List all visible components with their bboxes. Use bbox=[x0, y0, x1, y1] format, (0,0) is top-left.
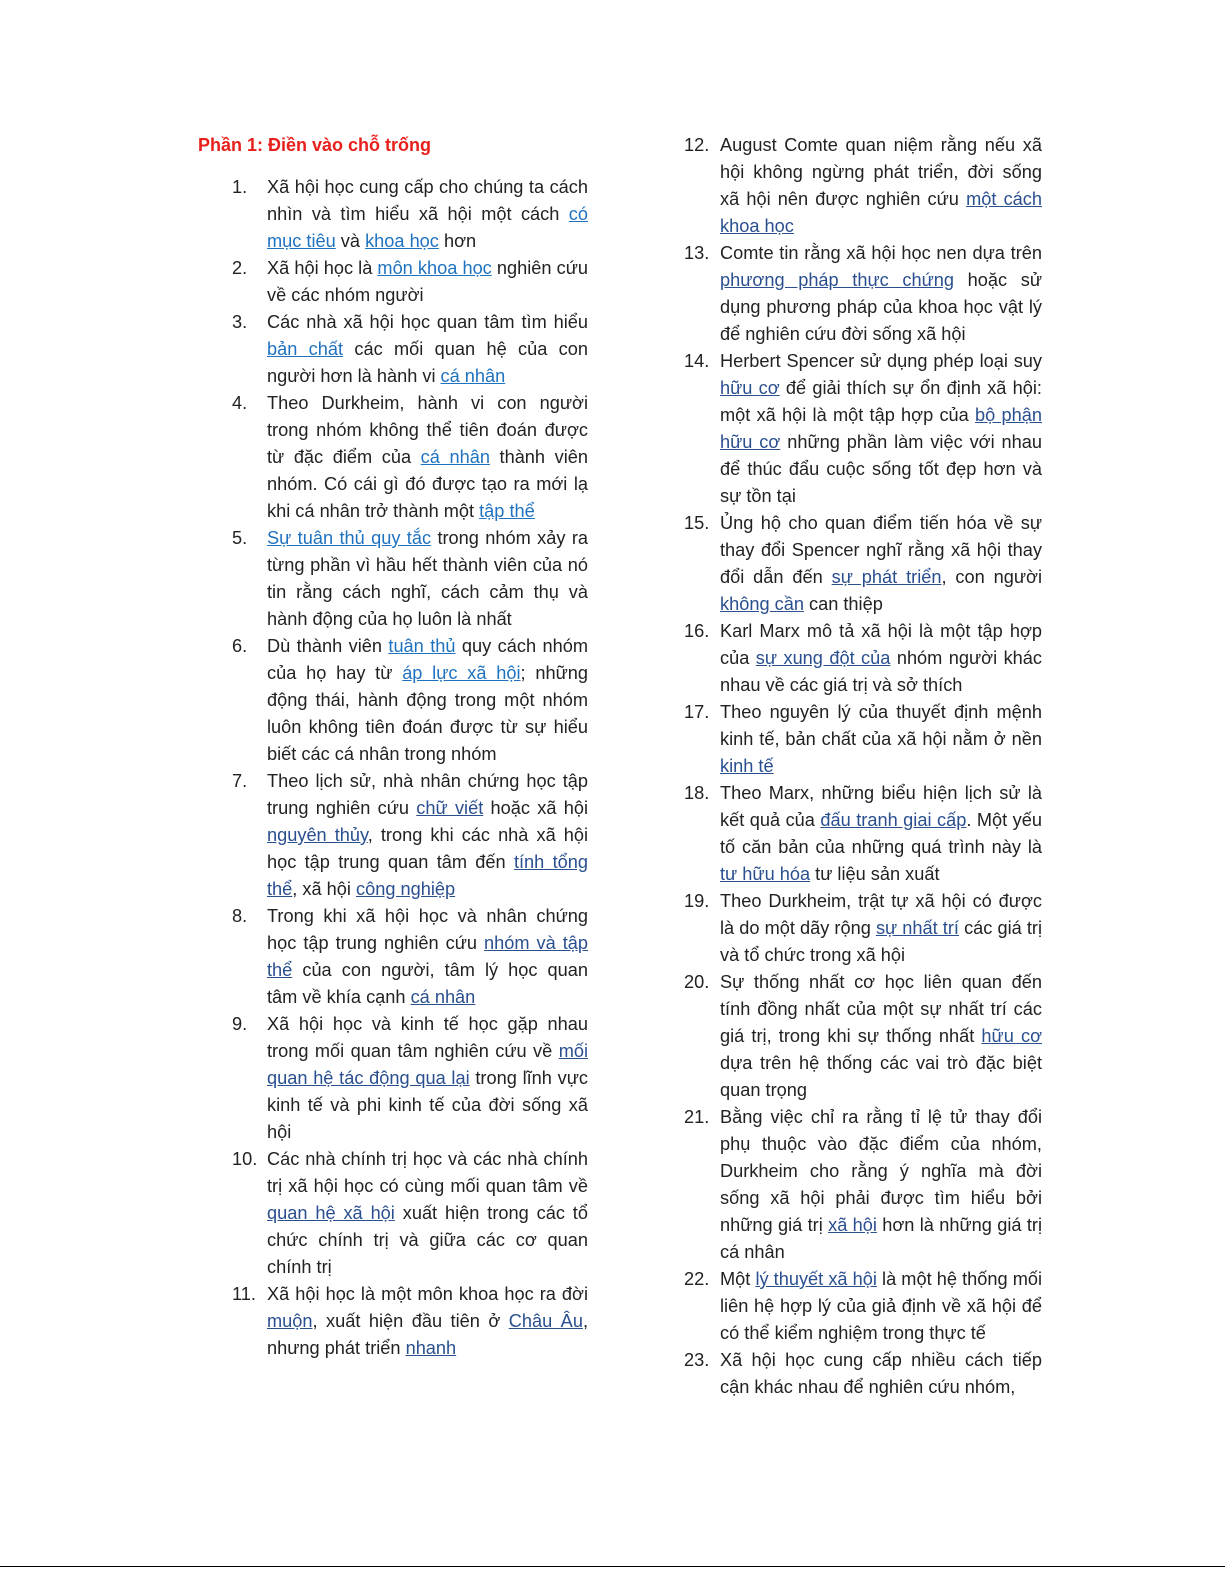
list-item bbox=[198, 525, 588, 633]
item-text: , trong khi các nhà xã hội học tập trung quan tâm đến bbox=[267, 825, 589, 872]
item-text: Một bbox=[720, 1269, 756, 1289]
item-text: những phần làm việc với nhau để thúc đẩu cuộc sống tốt đẹp hơn và sự tồn tại bbox=[720, 432, 1042, 506]
item-text: quy cách nhóm của họ hay từ bbox=[267, 636, 588, 683]
item-text: , con người bbox=[941, 567, 1042, 587]
item-text: hoặc xã hội bbox=[483, 798, 588, 818]
item-number: 5. bbox=[232, 528, 248, 548]
item-text: thành viên nhóm. Có cái gì đó được tạo ra mới lạ khi cá nhân trở thành một bbox=[267, 447, 588, 521]
item-text: Theo Durkheim, trật tự xã hội có được là do một dãy rộng bbox=[720, 891, 1042, 938]
item-text: Karl Marx mô tả xã hội là một tập hợp của bbox=[720, 621, 1042, 668]
filled-blank-answer: phương pháp thực chứng bbox=[720, 270, 954, 290]
filled-blank-answer: có mục tiêu bbox=[267, 204, 588, 251]
filled-blank-answer: hữu cơ bbox=[720, 378, 780, 398]
list-item bbox=[198, 768, 588, 903]
list-item bbox=[198, 1011, 588, 1146]
item-number: 14. bbox=[684, 351, 710, 371]
item-number: 11. bbox=[232, 1284, 256, 1304]
item-text: Ủng hộ cho quan điểm tiến hóa về sự thay đổi Spencer nghĩ rằng xã hội thay đổi dẫn đến bbox=[720, 513, 1042, 587]
item-text: ; những động thái, hành động trong một nhóm luôn không tiên đoán được từ sự hiểu biết các cá nhân trong nhóm bbox=[267, 663, 588, 764]
filled-blank-answer: bộ phận hữu cơ bbox=[720, 405, 1042, 452]
list-item bbox=[198, 390, 588, 525]
list-item bbox=[684, 969, 1042, 1104]
list-item bbox=[198, 633, 588, 768]
item-text: trong lĩnh vực kinh tế và phi kinh tế của đời sống xã hội bbox=[267, 1068, 588, 1142]
item-number: 16. bbox=[684, 621, 710, 641]
list-item bbox=[684, 1347, 1042, 1401]
list-item bbox=[198, 1281, 588, 1362]
item-number: 22. bbox=[684, 1269, 710, 1289]
item-text: để giải thích sự ổn định xã hội: một xã hội là một tập hợp của bbox=[720, 378, 1042, 425]
filled-blank-answer: tuân thủ bbox=[388, 636, 456, 656]
filled-blank-answer: áp lực xã hội bbox=[402, 663, 521, 683]
item-number: 8. bbox=[232, 906, 248, 926]
item-number: 6. bbox=[232, 636, 248, 656]
item-text: Các nhà xã hội học quan tâm tìm hiểu bbox=[267, 312, 588, 332]
filled-blank-answer: công nghiệp bbox=[356, 879, 456, 899]
filled-blank-answer: đấu tranh giai cấp bbox=[820, 810, 967, 830]
item-text: của con người, tâm lý học quan tâm về khía cạnh bbox=[267, 960, 588, 1007]
list-item bbox=[198, 309, 588, 390]
list-item bbox=[684, 240, 1042, 348]
list-item bbox=[684, 1266, 1042, 1347]
filled-blank-answer: nguyên thủy bbox=[267, 825, 368, 845]
page-bottom-rule bbox=[0, 1566, 1225, 1567]
filled-blank-answer: một cách khoa học bbox=[720, 189, 1042, 236]
right-column bbox=[684, 132, 1042, 1401]
filled-blank-answer: không cần bbox=[720, 594, 804, 614]
item-text: , xã hội bbox=[292, 879, 356, 899]
filled-blank-answer: Châu Âu bbox=[508, 1311, 583, 1331]
item-text: August Comte quan niệm rằng nếu xã hội không ngừng phát triển, đời sống xã hội nên được nghiên cứu bbox=[720, 135, 1042, 209]
filled-blank-answer: tư hữu hóa bbox=[720, 864, 811, 884]
item-text: Theo Marx, những biểu hiện lịch sử là kết quả của bbox=[720, 783, 1042, 830]
filled-blank-answer: quan hệ xã hội bbox=[267, 1203, 395, 1223]
item-text: Trong khi xã hội học và nhân chứng học tập trung nghiên cứu bbox=[267, 906, 588, 953]
item-text: Xã hội học và kinh tế học gặp nhau trong mối quan tâm nghiên cứu về bbox=[267, 1014, 588, 1061]
filled-blank-answer: nhóm và tập thể bbox=[267, 933, 589, 980]
item-number: 10. bbox=[232, 1149, 258, 1169]
item-text: hơn bbox=[438, 231, 477, 251]
item-number: 12. bbox=[684, 135, 710, 155]
item-text: Dù thành viên bbox=[267, 636, 389, 656]
filled-blank-answer: sự phát triển bbox=[831, 567, 942, 587]
item-text: các giá trị và tổ chức trong xã hội bbox=[720, 918, 1042, 965]
item-number: 4. bbox=[232, 393, 248, 413]
item-text: can thiệp bbox=[803, 594, 883, 614]
item-number: 23. bbox=[684, 1350, 710, 1370]
filled-blank-answer: cá nhân bbox=[420, 447, 490, 467]
item-text: hoặc sử dụng phương pháp của khoa học vật lý để nghiên cứu đời sống xã hội bbox=[720, 270, 1042, 344]
item-number: 21. bbox=[684, 1107, 710, 1127]
filled-blank-answer: mối quan hệ tác động qua lại bbox=[267, 1041, 588, 1088]
filled-blank-answer: sự xung đột của bbox=[755, 648, 891, 668]
item-text: Comte tin rằng xã hội học nen dựa trên bbox=[720, 243, 1042, 263]
filled-blank-answer: nhanh bbox=[405, 1338, 457, 1358]
item-number: 18. bbox=[684, 783, 710, 803]
item-text: Xã hội học cung cấp nhiều cách tiếp cận khác nhau để nghiên cứu nhóm, bbox=[720, 1350, 1042, 1397]
item-text: nhóm người khác nhau về các giá trị và sở thích bbox=[720, 648, 1042, 695]
item-number: 3. bbox=[232, 312, 248, 332]
item-number: 1. bbox=[232, 177, 248, 197]
filled-blank-answer: kinh tế bbox=[720, 756, 774, 776]
item-text: Các nhà chính trị học và các nhà chính trị xã hội học có cùng mối quan tâm về bbox=[267, 1149, 588, 1196]
item-text: Theo nguyên lý của thuyết định mệnh kinh tế, bản chất của xã hội nằm ở nền bbox=[720, 702, 1042, 749]
item-text: trong nhóm xảy ra từng phần vì hầu hết thành viên của nó tin rằng cách nghĩ, cách cảm thụ và hành động của họ luôn là nhất bbox=[267, 528, 588, 629]
item-number: 17. bbox=[684, 702, 710, 722]
filled-blank-answer: chữ viết bbox=[416, 798, 484, 818]
item-number: 7. bbox=[232, 771, 248, 791]
filled-blank-answer: môn khoa học bbox=[377, 258, 492, 278]
list-item bbox=[684, 699, 1042, 780]
item-text: , nhưng phát triển bbox=[267, 1311, 588, 1358]
item-text: là một hệ thống mối liên hệ hợp lý của giả định về xã hội để có thể kiểm nghiệm trong thực tế bbox=[720, 1269, 1043, 1343]
item-text: Herbert Spencer sử dụng phép loại suy bbox=[720, 351, 1042, 371]
item-text: hơn là những giá trị cá nhân bbox=[720, 1215, 1042, 1262]
item-number: 20. bbox=[684, 972, 710, 992]
filled-blank-answer: cá nhân bbox=[440, 366, 506, 386]
filled-blank-answer: xã hội bbox=[828, 1215, 877, 1235]
filled-blank-answer: hữu cơ bbox=[981, 1026, 1042, 1046]
fill-in-list-left bbox=[198, 174, 588, 1362]
item-text: Sự thống nhất cơ học liên quan đến tính đồng nhất của một sự nhất trí các giá trị, trong khi sự thống nhất bbox=[720, 972, 1042, 1046]
item-number: 2. bbox=[232, 258, 248, 278]
item-text: tư liệu sản xuất bbox=[810, 864, 940, 884]
item-text: xuất hiện trong các tổ chức chính trị và giữa các cơ quan chính trị bbox=[267, 1203, 588, 1277]
item-number: 15. bbox=[684, 513, 710, 533]
section-title: Phần 1: Điền vào chỗ trống bbox=[198, 135, 432, 155]
list-item bbox=[684, 348, 1042, 510]
item-number: 19. bbox=[684, 891, 710, 911]
item-number: 13. bbox=[684, 243, 710, 263]
item-text: Xã hội học là một môn khoa học ra đời bbox=[267, 1284, 588, 1304]
item-text: . Một yếu tố căn bản của những quá trình này là bbox=[720, 810, 1042, 857]
item-text: Theo lịch sử, nhà nhân chứng học tập trung nghiên cứu bbox=[267, 771, 588, 818]
filled-blank-answer: bản chất bbox=[267, 339, 344, 359]
list-item bbox=[684, 888, 1042, 969]
item-number: 9. bbox=[232, 1014, 248, 1034]
item-text: dựa trên hệ thống các vai trò đặc biệt quan trọng bbox=[720, 1053, 1042, 1100]
filled-blank-answer: sự nhất trí bbox=[875, 918, 959, 938]
list-item bbox=[198, 255, 588, 309]
list-item bbox=[684, 1104, 1042, 1266]
list-item bbox=[684, 510, 1042, 618]
list-item bbox=[198, 903, 588, 1011]
filled-blank-answer: cá nhân bbox=[410, 987, 476, 1007]
filled-blank-answer: khoa học bbox=[365, 231, 439, 251]
fill-in-list-right bbox=[684, 132, 1042, 1401]
item-text: Bằng việc chỉ ra rằng tỉ lệ tử thay đổi phụ thuộc vào đặc điểm của nhóm, Durkheim cho rằng ý nghĩa mà đời sống xã hội phải được tìm hiểu bởi những giá trị bbox=[720, 1107, 1042, 1235]
list-item bbox=[684, 618, 1042, 699]
item-text: Xã hội học cung cấp cho chúng ta cách nhìn và tìm hiểu xã hội một cách bbox=[267, 177, 588, 224]
list-item bbox=[198, 1146, 588, 1281]
filled-blank-answer: tập thể bbox=[479, 501, 535, 521]
item-text: các mối quan hệ của con người hơn là hành vi bbox=[267, 339, 589, 386]
item-text: nghiên cứu về các nhóm người bbox=[267, 258, 588, 305]
item-text: Theo Durkheim, hành vi con người trong nhóm không thể tiên đoán được từ đặc điểm của bbox=[267, 393, 588, 467]
filled-blank-answer: Sự tuân thủ quy tắc bbox=[267, 528, 432, 548]
filled-blank-answer: lý thuyết xã hội bbox=[755, 1269, 877, 1289]
list-item bbox=[198, 174, 588, 255]
filled-blank-answer: tính tổng thể bbox=[267, 852, 588, 899]
filled-blank-answer: muộn bbox=[267, 1311, 313, 1331]
item-text: , xuất hiện đầu tiên ở bbox=[312, 1311, 509, 1331]
list-item bbox=[684, 132, 1042, 240]
left-column bbox=[198, 132, 588, 1362]
item-text: và bbox=[335, 231, 366, 251]
list-item bbox=[684, 780, 1042, 888]
item-text: Xã hội học là bbox=[267, 258, 378, 278]
